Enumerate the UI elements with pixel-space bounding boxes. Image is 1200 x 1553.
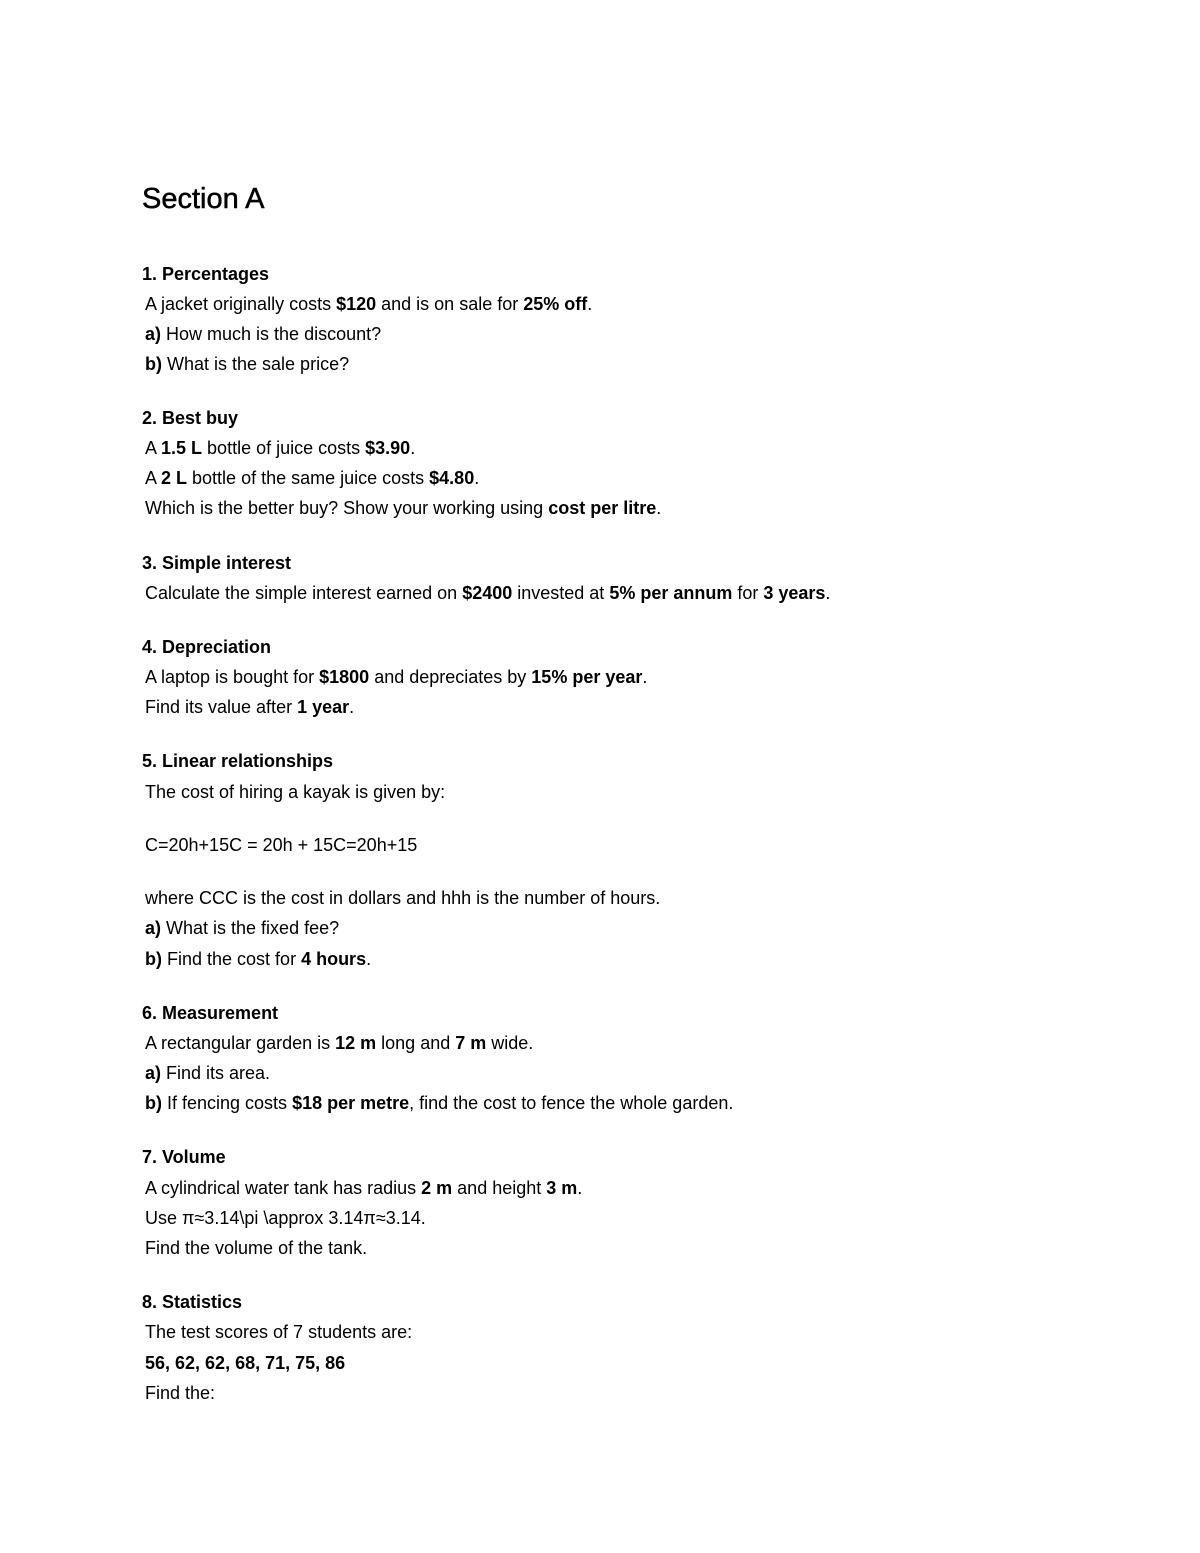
- question-line: [145, 352, 349, 376]
- text: A cylindrical water tank has radius: [145, 1178, 422, 1198]
- bold-text: 3 years: [763, 583, 826, 603]
- bold-text: 56, 62, 62, 68, 71, 75, 86: [145, 1353, 346, 1373]
- bold-text: $2400: [462, 583, 513, 603]
- heading-text: 2. Best buy: [142, 408, 239, 428]
- bold-text: 25% off: [523, 294, 588, 314]
- bold-text: 3 m: [546, 1178, 578, 1198]
- question-line: [145, 665, 647, 689]
- question-line: [145, 1320, 412, 1344]
- bold-text: a): [145, 918, 162, 938]
- text: where CCC is the cost in dollars and hhh is the number of hours.: [145, 888, 661, 908]
- text: A rectangular garden is: [145, 1033, 336, 1053]
- text: and is on sale for: [376, 294, 524, 314]
- text: Find the:: [145, 1383, 216, 1403]
- text: How much is the discount?: [161, 324, 382, 344]
- text: The cost of hiring a kayak is given by:: [145, 782, 446, 802]
- text: C=20h+15C = 20h + 15C=20h+15: [145, 835, 418, 855]
- question-line: [145, 780, 445, 804]
- bold-text: $1800: [319, 667, 370, 687]
- question-line: [145, 947, 371, 971]
- bold-text: $3.90: [365, 438, 411, 458]
- question-line: [145, 1061, 270, 1085]
- text: .: [366, 949, 372, 969]
- bold-text: a): [145, 1063, 162, 1083]
- heading-text: 7. Volume: [142, 1147, 226, 1167]
- bold-text: b): [145, 1093, 162, 1113]
- text: bottle of juice costs: [202, 438, 366, 458]
- text: long and: [376, 1033, 456, 1053]
- bold-text: $18 per metre: [292, 1093, 410, 1113]
- text: Find its area.: [161, 1063, 271, 1083]
- question-line: [145, 886, 660, 910]
- text: , find the cost to fence the whole garden.: [409, 1093, 734, 1113]
- bold-text: a): [145, 324, 162, 344]
- text: A: [145, 438, 162, 458]
- text: .: [410, 438, 416, 458]
- text: What is the fixed fee?: [161, 918, 340, 938]
- text: .: [577, 1178, 583, 1198]
- text: .: [642, 667, 648, 687]
- question-line: [145, 916, 339, 940]
- text: bottle of the same juice costs: [187, 468, 430, 488]
- question-line: [145, 1091, 733, 1115]
- text: and depreciates by: [369, 667, 532, 687]
- text: wide.: [486, 1033, 534, 1053]
- text: .: [474, 468, 480, 488]
- bold-text: 1.5 L: [161, 438, 203, 458]
- question-heading: [142, 749, 333, 773]
- text: Calculate the simple interest earned on: [145, 583, 463, 603]
- text: The test scores of 7 students are:: [145, 1322, 413, 1342]
- question-heading: [142, 406, 238, 430]
- text: Use π≈3.14\pi \approx 3.14π≈3.14.: [145, 1208, 426, 1228]
- text: A: [145, 468, 162, 488]
- question-heading: [142, 262, 269, 286]
- question-line: [145, 1236, 367, 1260]
- heading-text: 6. Measurement: [142, 1003, 279, 1023]
- heading-text: 1. Percentages: [142, 264, 270, 284]
- text: Find its value after: [145, 697, 298, 717]
- text: If fencing costs: [162, 1093, 293, 1113]
- bold-text: 1 year: [297, 697, 350, 717]
- text: Find the volume of the tank.: [145, 1238, 368, 1258]
- text: A laptop is bought for: [145, 667, 320, 687]
- bold-text: 2 m: [421, 1178, 453, 1198]
- question-heading: [142, 1001, 278, 1025]
- bold-text: 4 hours: [301, 949, 367, 969]
- question-heading: [142, 1145, 226, 1169]
- question-heading: [142, 1290, 242, 1314]
- question-line: [145, 1031, 533, 1055]
- question-line: [145, 1176, 582, 1200]
- bold-text: $4.80: [429, 468, 475, 488]
- bold-text: b): [145, 949, 162, 969]
- text: for: [732, 583, 764, 603]
- heading-text: 3. Simple interest: [142, 553, 292, 573]
- bold-text: cost per litre: [548, 498, 657, 518]
- heading-text: 4. Depreciation: [142, 637, 272, 657]
- text: .: [656, 498, 662, 518]
- question-line: [145, 322, 381, 346]
- bold-text: 15% per year: [531, 667, 643, 687]
- bold-text: 12 m: [335, 1033, 377, 1053]
- text: What is the sale price?: [162, 354, 350, 374]
- heading-text: 8. Statistics: [142, 1292, 243, 1312]
- question-line: [145, 581, 830, 605]
- bold-text: 2 L: [161, 468, 188, 488]
- text: .: [587, 294, 593, 314]
- heading-text: 5. Linear relationships: [142, 751, 334, 771]
- question-line: [145, 1206, 426, 1230]
- text: A jacket originally costs: [145, 294, 337, 314]
- text: Find the cost for: [162, 949, 302, 969]
- text: .: [349, 697, 355, 717]
- text: invested at: [512, 583, 610, 603]
- question-line: [145, 695, 354, 719]
- text: Which is the better buy? Show your working using: [145, 498, 549, 518]
- question-line: [145, 496, 661, 520]
- question-heading: [142, 551, 291, 575]
- text: and height: [452, 1178, 547, 1198]
- question-heading: [142, 635, 271, 659]
- text: .: [825, 583, 831, 603]
- question-line: [145, 1381, 215, 1405]
- bold-text: 7 m: [455, 1033, 487, 1053]
- question-line: [145, 466, 479, 490]
- question-line: [145, 833, 417, 857]
- question-line: [145, 1351, 345, 1375]
- question-line: [145, 436, 415, 460]
- section-title: Section A: [142, 183, 265, 215]
- bold-text: b): [145, 354, 162, 374]
- bold-text: 5% per annum: [609, 583, 733, 603]
- bold-text: $120: [336, 294, 377, 314]
- question-line: [145, 292, 592, 316]
